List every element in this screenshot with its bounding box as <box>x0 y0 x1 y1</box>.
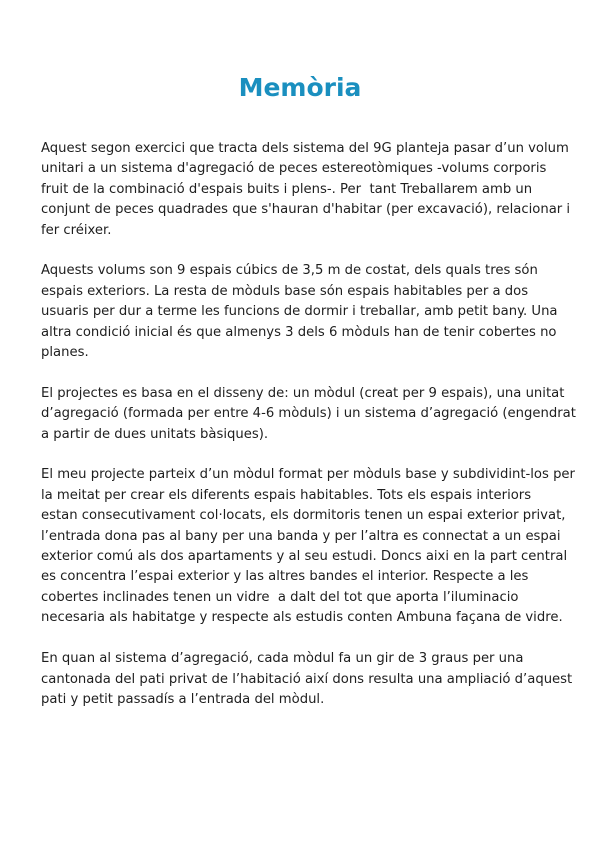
text-line: El meu projecte parteix d’un mòdul format per mòduls base y subdividint-los per <box>41 467 575 483</box>
text-line: usuaris per dur a terme les funcions de dormir i treballar, amb petit bany. Una <box>41 304 558 320</box>
text-line: planes. <box>41 345 89 361</box>
text-line: conjunt de peces quadrades que s'hauran d'habitar (per excavació), relacionar i <box>41 202 571 218</box>
paragraph-1 <box>41 139 571 241</box>
text-line: a partir de dues unitats bàsiques). <box>41 426 269 442</box>
text-line: cobertes inclinades tenen un vidre a dalt del tot que aporta l’iluminacio <box>41 589 519 605</box>
text-line: la meitat per crear els diferents espais habitables. Tots els espais interiors <box>41 487 532 503</box>
text-line: fruit de la combinació d'espais buits i plens-. Per tant Treballarem amb un <box>41 181 533 197</box>
text-line: unitari a un sistema d'agregació de peces estereotòmiques -volums corporis <box>41 161 547 177</box>
paragraph-2 <box>41 261 571 363</box>
page-title: Memòria <box>238 73 362 102</box>
text-line: En quan al sistema d’agregació, cada mòdul fa un gir de 3 graus per una <box>41 651 524 667</box>
text-line: cantonada del pati privat de l’habitació així dons resulta una ampliació d’aquest <box>41 671 573 687</box>
text-line: exterior comú als dos apartaments y al seu estudi. Doncs aixi en la part central <box>41 549 568 565</box>
text-line: pati y petit passadís a l’entrada del mòdul. <box>41 691 325 707</box>
text-line: Aquest segon exercici que tracta dels sistema del 9G planteja pasar d’un volum <box>41 141 569 156</box>
text-line: altra condició inicial és que almenys 3 dels 6 mòduls han de tenir cobertes no <box>41 324 557 340</box>
text-line: l’entrada dona pas al bany per una banda y per l’altra es connectat a un espai <box>41 528 561 544</box>
paragraph-3 <box>41 384 576 445</box>
paragraph-5 <box>41 649 571 710</box>
text-line: fer créixer. <box>41 222 112 238</box>
text-line: es concentra l’espai exterior y las altres bandes el interior. Respecte a les <box>41 569 529 585</box>
text-line: estan consecutivament col·locats, els dormitoris tenen un espai exterior privat, <box>41 508 566 524</box>
text-line: d’agregació (formada per entre 4-6 mòduls) i un sistema d’agregació (engendrat <box>41 406 576 422</box>
document-body <box>41 139 576 731</box>
text-line: necesaria als habitatge y respecte als estudis conten Ambuna façana de vidre. <box>41 610 563 626</box>
text-line: Aquests volums son 9 espais cúbics de 3,5 m de costat, dels quals tres són <box>41 263 538 279</box>
text-line: espais exteriors. La resta de mòduls base són espais habitables per a dos <box>41 283 529 299</box>
paragraph-4 <box>41 465 575 628</box>
text-line: El projectes es basa en el disseny de: un mòdul (creat per 9 espais), una unitat <box>41 385 565 401</box>
